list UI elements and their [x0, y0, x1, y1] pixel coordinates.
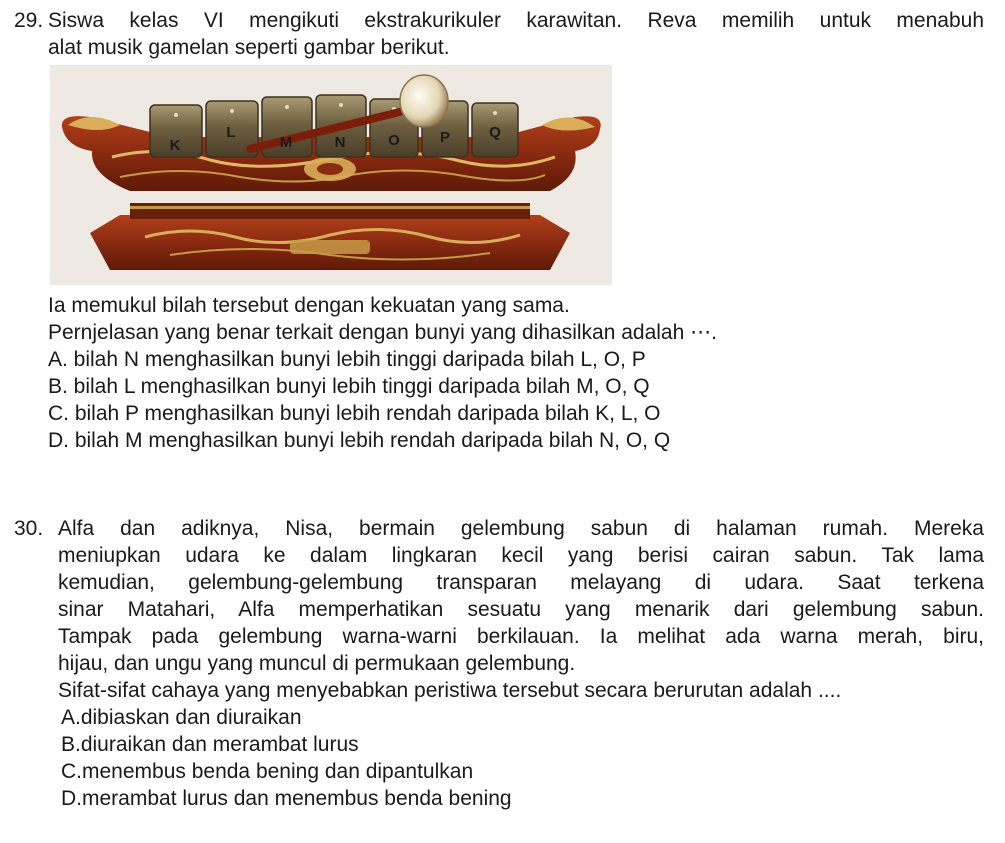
question-29-intro-line-1: Siswa kelas VI mengikuti ekstrakurikuler karawitan. Reva memilih untuk menabuh [48, 9, 984, 32]
question-30-line-4: sinar Matahari, Alfa memperhatikan sesuatu yang menarik dari gelembung sabun. [58, 598, 984, 621]
bar-label-k: K [169, 137, 181, 154]
question-30-line-1: Alfa dan adiknya, Nisa, bermain gelembung sabun di halaman rumah. Mereka [58, 517, 984, 540]
bar-label-m: M [279, 134, 293, 151]
question-29-number: 29. [14, 9, 44, 32]
question-30 [14, 515, 984, 812]
question-30-line-6: hijau, dan ungu yang muncul di permukaan gelembung. [58, 652, 576, 675]
bar-label-n: N [334, 134, 346, 151]
question-30-option-a[interactable]: A.dibiaskan dan diuraikan [61, 706, 302, 729]
question-29-option-a[interactable]: A. bilah N menghasilkan bunyi lebih tinggi daripada bilah L, O, P [48, 348, 646, 371]
bar-label-p: P [439, 129, 451, 146]
question-30-line-3: kemudian, gelembung-gelembung transparan melayang di udara. Saat terkena [58, 571, 984, 594]
question-30-prompt: Sifat-sifat cahaya yang menyebabkan peristiwa tersebut secara berurutan adalah .... [58, 679, 842, 702]
question-30-option-d[interactable]: D.merambat lurus dan menembus benda bening [61, 787, 512, 810]
bar-label-q: Q [489, 124, 501, 141]
question-30-line-2: meniupkan udara ke dalam lingkaran kecil yang berisi cairan sabun. Tak lama [58, 544, 984, 567]
question-29-intro-line-2: alat musik gamelan seperti gambar berikut. [48, 36, 450, 59]
bar-label-l: L [226, 124, 236, 141]
question-30-option-b[interactable]: B.diuraikan dan merambat lurus [61, 733, 359, 756]
gamelan-saron-illustration [50, 65, 612, 285]
question-30-options [61, 704, 984, 812]
question-29 [14, 7, 984, 454]
gamelan-saron-figure [50, 65, 612, 285]
question-29-body [48, 7, 984, 454]
question-29-option-c[interactable]: C. bilah P menghasilkan bunyi lebih rendah daripada bilah K, L, O [48, 402, 661, 425]
question-30-option-c[interactable]: C.menembus benda bening dan dipantulkan [61, 760, 474, 783]
question-29-after-figure: Ia memukul bilah tersebut dengan kekuatan yang sama. [48, 294, 570, 317]
bar-label-o: O [388, 132, 400, 149]
question-30-line-5: Tampak pada gelembung warna-warni berkilauan. Ia melihat ada warna merah, biru, [58, 625, 984, 648]
question-29-option-b[interactable]: B. bilah L menghasilkan bunyi lebih tinggi daripada bilah M, O, Q [48, 375, 650, 398]
question-29-prompt: Pernjelasan yang benar terkait dengan bunyi yang dihasilkan adalah ⋯. [48, 321, 717, 344]
question-29-option-d[interactable]: D. bilah M menghasilkan bunyi lebih rendah daripada bilah N, O, Q [48, 429, 671, 452]
question-30-body [58, 515, 984, 812]
question-30-number: 30. [14, 517, 44, 540]
